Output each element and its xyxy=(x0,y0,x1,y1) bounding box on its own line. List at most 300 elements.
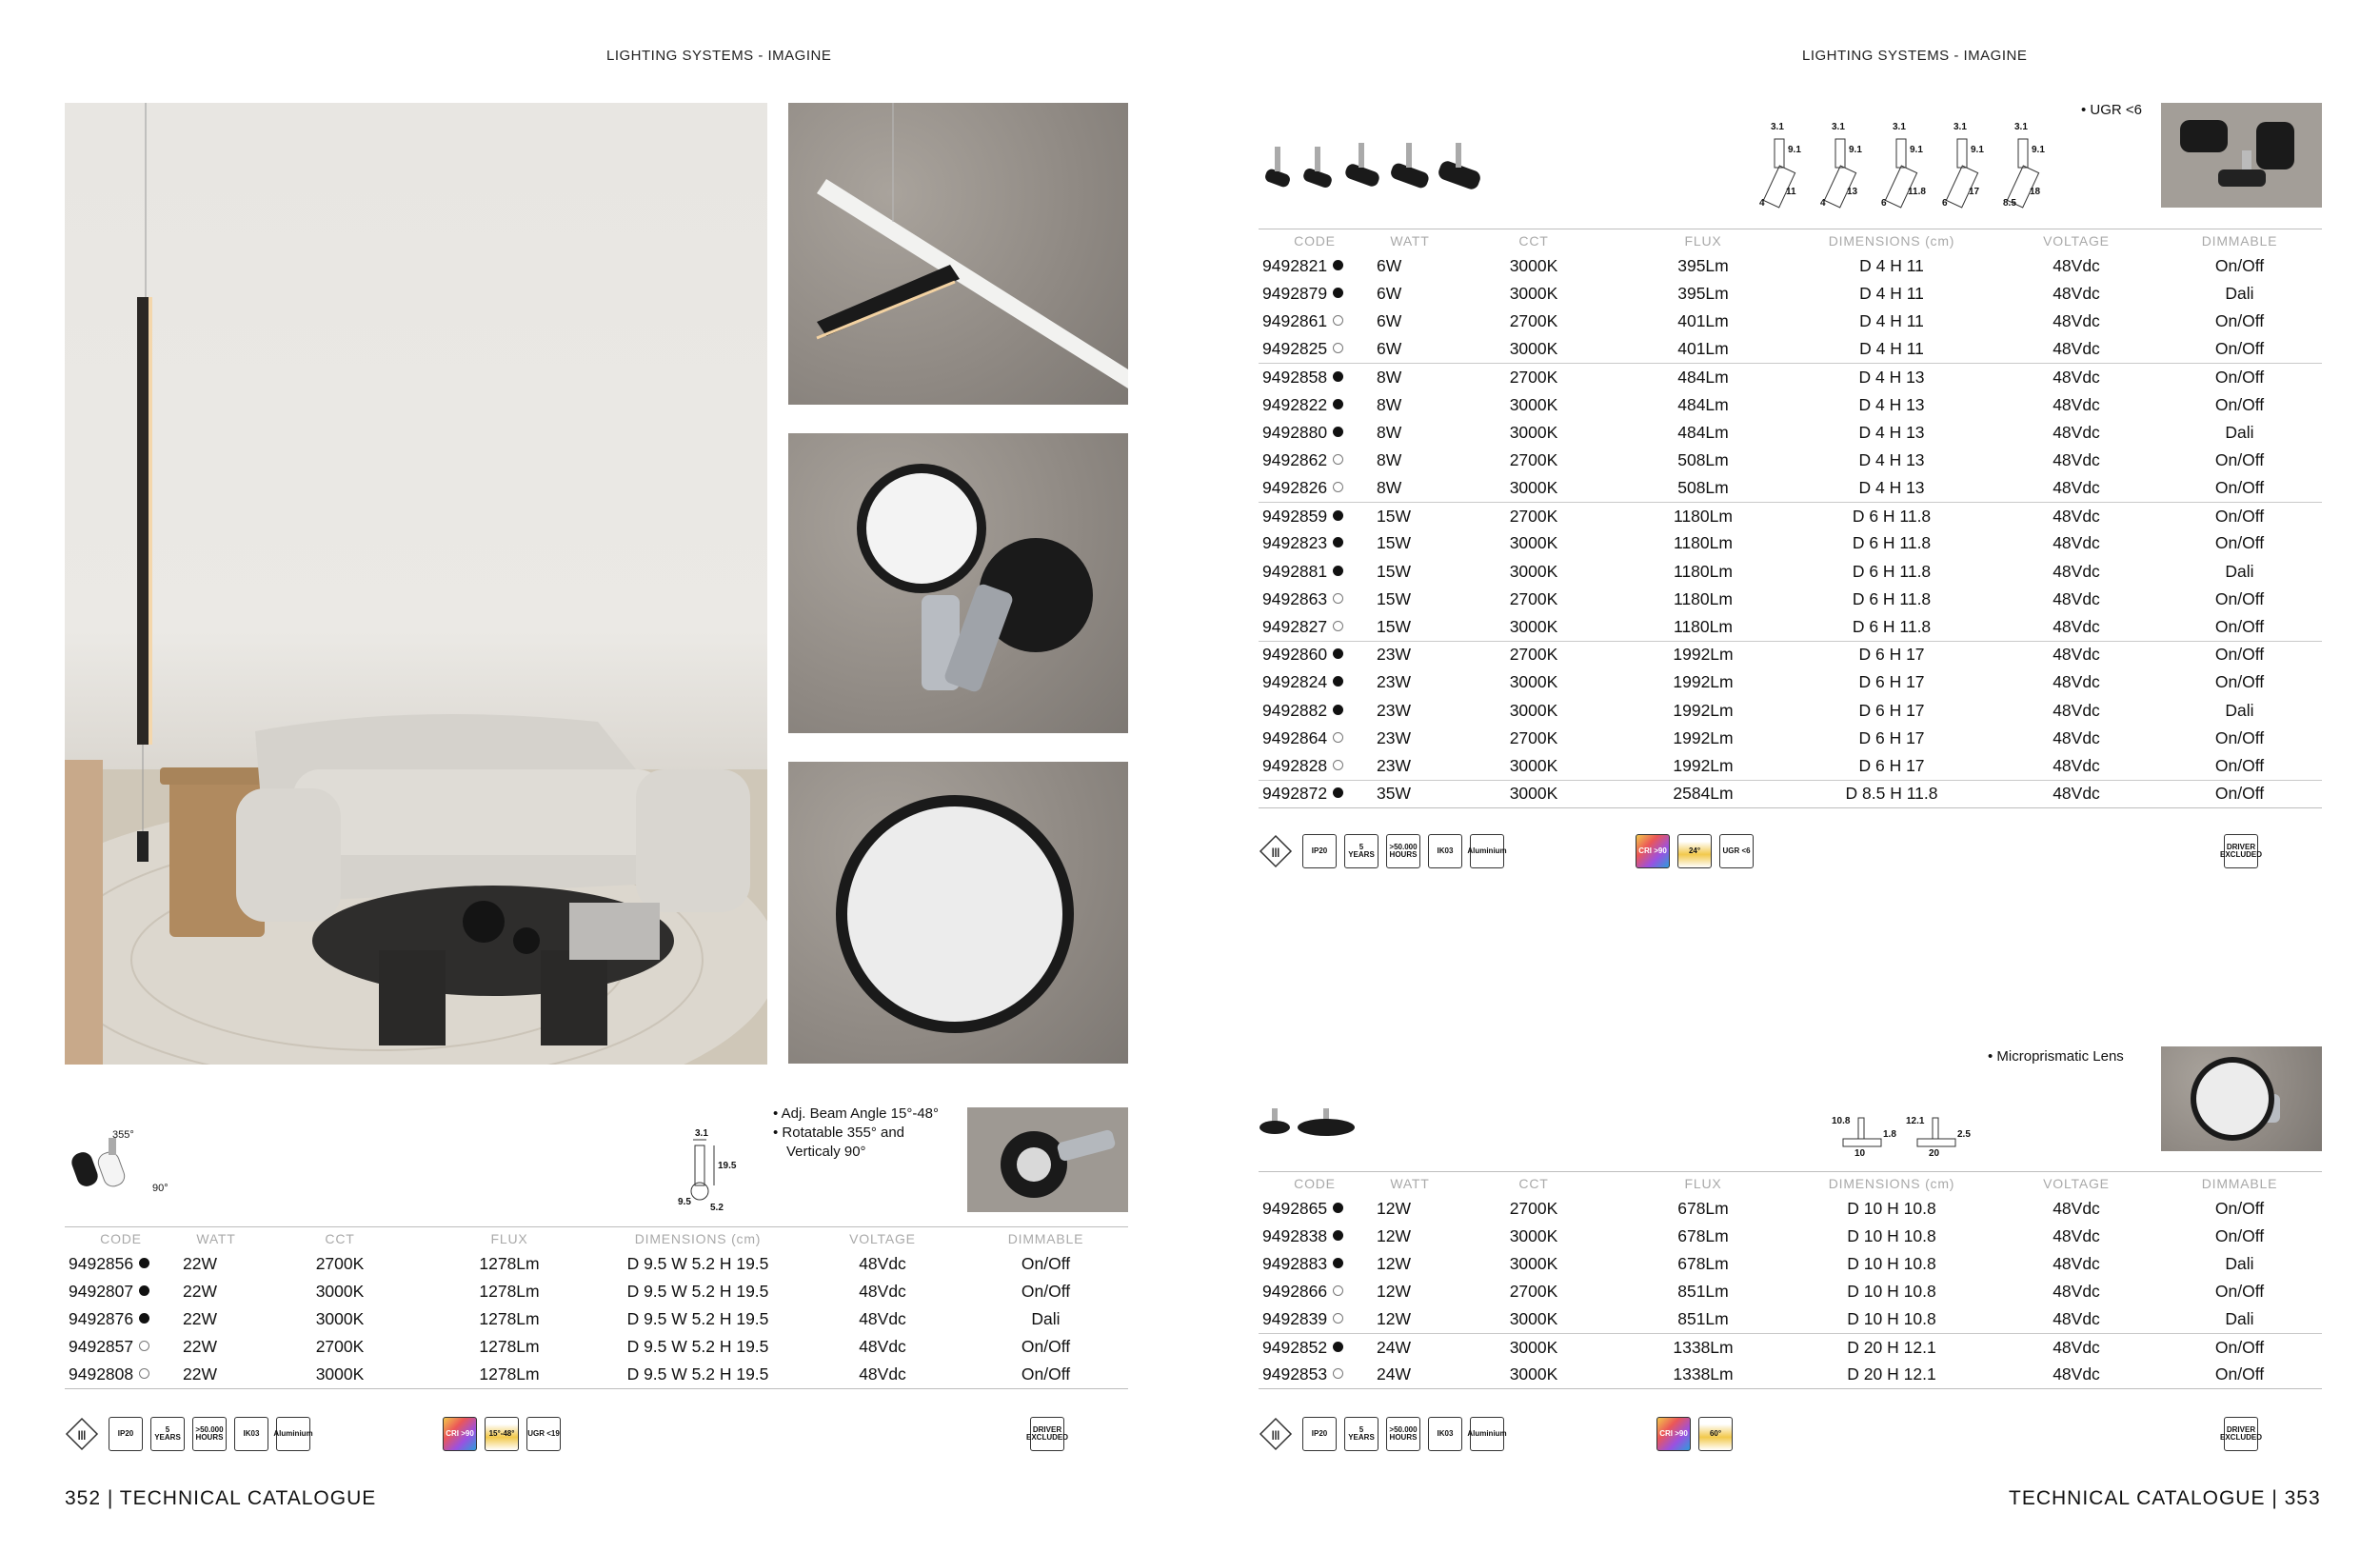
table-row xyxy=(1259,1362,2322,1389)
icon-label: >50.000 HOURS xyxy=(1389,843,1418,859)
flux-cell: 484Lm xyxy=(1677,394,1729,414)
icon-label: Aluminium xyxy=(273,1429,313,1438)
dim-length: 11.8 xyxy=(1908,187,1926,197)
flux-cell: 851Lm xyxy=(1677,1282,1729,1302)
code-cell xyxy=(65,1333,177,1361)
dimmable-cell: On/Off xyxy=(1021,1337,1071,1357)
column-header: DIMMABLE xyxy=(2157,1172,2322,1195)
flux-cell: 395Lm xyxy=(1677,255,1729,275)
beam-angle-icon xyxy=(485,1417,519,1451)
icon-label: CRI >90 xyxy=(1638,846,1667,855)
dimension-drawing xyxy=(1832,1112,1898,1160)
column-header: DIMMABLE xyxy=(2157,229,2322,252)
product-code: 9492808 xyxy=(69,1364,134,1384)
product-code: 9492828 xyxy=(1262,755,1328,775)
dimension-drawing xyxy=(1942,118,1990,213)
voltage-cell: 48Vdc xyxy=(1995,363,2157,390)
page-footer-right: TECHNICAL CATALOGUE | 353 xyxy=(2009,1487,2321,1509)
dimension-drawing xyxy=(1820,118,1868,213)
icon-label: Aluminium xyxy=(1467,1429,1507,1438)
white-finish-icon xyxy=(1333,621,1343,631)
cct-cell: 3000K xyxy=(1509,616,1558,636)
dim-diameter: 4 xyxy=(1820,198,1826,209)
dimensions-cell: D 10 H 10.8 xyxy=(1847,1309,1936,1329)
code-cell xyxy=(65,1278,177,1305)
left-dimension-drawing xyxy=(676,1128,737,1214)
beam-angle-icon xyxy=(1677,834,1712,868)
dim-width: 3.1 xyxy=(1771,122,1784,132)
watt-cell: 6W xyxy=(1377,310,1402,330)
left-spec-table xyxy=(65,1226,1128,1389)
lifetime-icon xyxy=(192,1417,227,1451)
column-header: CCT xyxy=(1449,1172,1618,1195)
column-header: CODE xyxy=(65,1227,177,1250)
column-header: DIMMABLE xyxy=(963,1227,1128,1250)
linear-pendant-photo xyxy=(788,103,1128,405)
dim-height: 9.1 xyxy=(2032,145,2045,155)
dimmable-cell: On/Off xyxy=(2214,533,2265,553)
feature-beam-angle: Adj. Beam Angle 15°-48° xyxy=(781,1105,940,1122)
watt-cell: 6W xyxy=(1377,255,1402,275)
dimmable-cell: Dali xyxy=(2225,1309,2254,1329)
icon-label: IK03 xyxy=(1437,846,1454,855)
icon-label: 60° xyxy=(1709,1429,1722,1438)
dimmable-cell: On/Off xyxy=(2214,394,2265,414)
product-code: 9492876 xyxy=(69,1308,134,1328)
table-row xyxy=(1259,697,2322,725)
dimmable-cell: On/Off xyxy=(2214,255,2265,275)
dimmable-cell: On/Off xyxy=(2214,616,2265,636)
cct-cell: 2700K xyxy=(1449,502,1618,529)
product-code: 9492807 xyxy=(69,1281,134,1301)
flux-cell: 508Lm xyxy=(1677,449,1729,469)
flux-cell: 1278Lm xyxy=(479,1308,540,1328)
dim-diameter: 10 xyxy=(1854,1148,1866,1159)
table-row xyxy=(1259,586,2322,613)
code-cell xyxy=(1259,1195,1371,1223)
watt-cell: 23W xyxy=(1377,672,1411,692)
watt-cell: 8W xyxy=(1377,422,1402,442)
dimensions-cell: D 9.5 W 5.2 H 19.5 xyxy=(626,1281,769,1301)
icon-label: >50.000 HOURS xyxy=(1389,1425,1418,1442)
flux-cell: 2584Lm xyxy=(1618,780,1788,807)
table-row xyxy=(1259,1305,2322,1333)
table-row xyxy=(1259,363,2322,390)
column-header: WATT xyxy=(177,1227,255,1250)
top-spec-table xyxy=(1259,229,2322,808)
product-code: 9492823 xyxy=(1262,533,1328,553)
column-header: VOLTAGE xyxy=(802,1227,963,1250)
column-header: FLUX xyxy=(1618,1172,1788,1195)
column-header: FLUX xyxy=(425,1227,594,1250)
flux-cell: 1278Lm xyxy=(479,1281,540,1301)
column-header: CCT xyxy=(255,1227,425,1250)
dimensions-cell: D 6 H 17 xyxy=(1858,700,1925,720)
dimmable-cell: On/Off xyxy=(2214,1198,2265,1218)
voltage-cell: 48Vdc xyxy=(2053,394,2100,414)
dimensions-cell: D 4 H 13 xyxy=(1858,422,1925,442)
dimensions-cell: D 9.5 W 5.2 H 19.5 xyxy=(626,1308,769,1328)
dim-diameter: 20 xyxy=(1929,1148,1940,1159)
cct-cell: 3000K xyxy=(1509,394,1558,414)
table-row xyxy=(65,1250,1128,1278)
disc-spot-photo-1 xyxy=(788,433,1128,733)
dimmable-cell: On/Off xyxy=(1021,1281,1071,1301)
watt-cell: 12W xyxy=(1377,1309,1411,1329)
code-cell xyxy=(1259,1278,1371,1305)
flux-cell: 851Lm xyxy=(1677,1309,1729,1329)
product-code: 9492866 xyxy=(1262,1282,1328,1302)
code-cell xyxy=(1259,780,1371,807)
dimmable-cell: On/Off xyxy=(2214,449,2265,469)
feature-ugr: UGR <6 xyxy=(2090,102,2143,118)
black-finish-icon xyxy=(1333,371,1343,382)
icon-label: 5 YEARS xyxy=(154,1425,181,1442)
cct-cell: 3000K xyxy=(1449,1362,1618,1389)
product-code: 9492864 xyxy=(1262,727,1328,747)
icon-label: 5 YEARS xyxy=(1348,1425,1375,1442)
voltage-cell: 48Vdc xyxy=(2053,755,2100,775)
dimmable-cell: On/Off xyxy=(2214,588,2265,608)
dimensions-cell: D 6 H 11.8 xyxy=(1852,561,1932,581)
table-row xyxy=(1259,1195,2322,1223)
column-header: DIMENSIONS (cm) xyxy=(1788,1172,1995,1195)
icon-label: CRI >90 xyxy=(446,1429,474,1438)
product-code: 9492852 xyxy=(1262,1337,1328,1357)
code-cell xyxy=(1259,725,1371,752)
dim-height: 9.1 xyxy=(1971,145,1984,155)
dimensions-cell: D 10 H 10.8 xyxy=(1847,1282,1936,1302)
dimensions-cell: D 8.5 H 11.8 xyxy=(1788,780,1995,807)
lifetime-icon xyxy=(1386,1417,1420,1451)
dimmable-cell: On/Off xyxy=(2157,363,2322,390)
cct-cell: 3000K xyxy=(1509,755,1558,775)
watt-cell: 15W xyxy=(1377,616,1411,636)
watt-cell: 15W xyxy=(1377,533,1411,553)
voltage-cell: 48Vdc xyxy=(2053,1309,2100,1329)
dimmable-cell: Dali xyxy=(2225,561,2254,581)
table-row xyxy=(1259,725,2322,752)
cct-cell: 2700K xyxy=(1509,1282,1558,1302)
cct-cell: 3000K xyxy=(255,1361,425,1388)
flux-cell: 1180Lm xyxy=(1674,588,1733,608)
white-finish-icon xyxy=(1333,593,1343,604)
warranty-icon xyxy=(1344,1417,1378,1451)
code-cell xyxy=(1259,308,1371,335)
watt-cell: 22W xyxy=(177,1361,255,1388)
white-finish-icon xyxy=(1333,454,1343,465)
cri-icon xyxy=(443,1417,477,1451)
dimensions-cell: D 4 H 11 xyxy=(1859,255,1924,275)
watt-cell: 12W xyxy=(1377,1253,1411,1273)
feature-vertical: Verticaly 90° xyxy=(786,1144,866,1160)
voltage-cell: 48Vdc xyxy=(2053,449,2100,469)
bottom-spec-table xyxy=(1259,1171,2322,1389)
cct-cell: 3000K xyxy=(1509,255,1558,275)
black-finish-icon xyxy=(1333,787,1343,798)
flux-cell: 401Lm xyxy=(1677,338,1729,358)
flux-cell: 1180Lm xyxy=(1674,616,1733,636)
watt-cell: 24W xyxy=(1371,1362,1449,1389)
cct-cell: 3000K xyxy=(1509,561,1558,581)
feature-lens: Microprismatic Lens xyxy=(1996,1048,2124,1065)
product-code: 9492827 xyxy=(1262,616,1328,636)
black-finish-icon xyxy=(1333,648,1343,659)
dimensions-cell: D 4 H 13 xyxy=(1858,477,1925,497)
ip20-icon xyxy=(1302,834,1337,868)
dimensions-cell: D 20 H 12.1 xyxy=(1788,1333,1995,1361)
icon-label: >50.000 HOURS xyxy=(195,1425,224,1442)
dimmable-cell: On/Off xyxy=(2157,641,2322,668)
beam-angle-icon xyxy=(1698,1417,1733,1451)
cct-cell: 2700K xyxy=(315,1337,365,1357)
aluminium-icon xyxy=(1467,834,1507,868)
column-header: DIMENSIONS (cm) xyxy=(1788,229,1995,252)
dim-diameter: 4 xyxy=(1759,198,1765,209)
dimensions-cell: D 6 H 17 xyxy=(1858,755,1925,775)
black-finish-icon xyxy=(1333,510,1343,521)
dimmable-cell: On/Off xyxy=(2157,502,2322,529)
table-row xyxy=(65,1278,1128,1305)
table-row xyxy=(1259,419,2322,447)
flux-cell: 1992Lm xyxy=(1618,641,1788,668)
voltage-cell: 48Vdc xyxy=(1995,1333,2157,1361)
black-finish-icon xyxy=(1333,705,1343,715)
cct-cell: 3000K xyxy=(1509,533,1558,553)
flux-cell: 678Lm xyxy=(1677,1253,1729,1273)
voltage-cell: 48Vdc xyxy=(2053,700,2100,720)
product-code: 9492863 xyxy=(1262,588,1328,608)
code-cell xyxy=(1259,1362,1371,1389)
table-row xyxy=(65,1305,1128,1333)
watt-cell: 22W xyxy=(183,1337,217,1357)
code-cell xyxy=(1259,280,1371,308)
dim-depth: 5.2 xyxy=(710,1203,724,1213)
watt-cell: 12W xyxy=(1377,1198,1411,1218)
black-finish-icon xyxy=(1333,427,1343,437)
product-code: 9492860 xyxy=(1262,645,1328,665)
flux-cell: 1278Lm xyxy=(425,1361,594,1388)
table-row xyxy=(1259,335,2322,363)
watt-cell: 6W xyxy=(1377,283,1402,303)
code-cell xyxy=(1259,1333,1371,1361)
product-code: 9492857 xyxy=(69,1337,134,1357)
dimensions-cell: D 6 H 17 xyxy=(1788,641,1995,668)
dimensions-cell: D 9.5 W 5.2 H 19.5 xyxy=(626,1337,769,1357)
flux-cell: 1338Lm xyxy=(1618,1362,1788,1389)
voltage-cell: 48Vdc xyxy=(2053,561,2100,581)
ik03-icon xyxy=(1428,1417,1462,1451)
table-row xyxy=(1259,447,2322,474)
watt-cell: 24W xyxy=(1371,1333,1449,1361)
dim-height: 19.5 xyxy=(718,1161,737,1171)
code-cell xyxy=(1259,613,1371,641)
class-iii-icon xyxy=(1259,1417,1293,1451)
watt-cell: 12W xyxy=(1377,1282,1411,1302)
dimensions-cell: D 9.5 W 5.2 H 19.5 xyxy=(626,1253,769,1273)
dimmable-cell: Dali xyxy=(1031,1308,1061,1328)
code-cell xyxy=(1259,529,1371,557)
black-finish-icon xyxy=(139,1313,149,1324)
cct-cell: 3000K xyxy=(1509,422,1558,442)
white-finish-icon xyxy=(1333,315,1343,326)
dimensions-cell: D 9.5 W 5.2 H 19.5 xyxy=(594,1361,802,1388)
driver-excluded-icon xyxy=(2220,1417,2263,1451)
cct-cell: 3000K xyxy=(1449,780,1618,807)
icon-label: Aluminium xyxy=(1467,846,1507,855)
dimensions-cell: D 6 H 11.8 xyxy=(1852,616,1932,636)
table-row xyxy=(1259,1333,2322,1361)
flux-cell: 1992Lm xyxy=(1673,755,1734,775)
cct-cell: 3000K xyxy=(1509,338,1558,358)
dim-width: 3.1 xyxy=(695,1128,708,1139)
voltage-cell: 48Vdc xyxy=(802,1361,963,1388)
code-cell xyxy=(1259,502,1371,529)
product-code: 9492822 xyxy=(1262,394,1328,414)
ik03-icon xyxy=(1428,834,1462,868)
left-product-drawing xyxy=(65,1128,155,1205)
page-header-right: LIGHTING SYSTEMS - IMAGINE xyxy=(1802,48,2028,64)
black-finish-icon xyxy=(1333,1230,1343,1241)
icon-label: DRIVER EXCLUDED xyxy=(2220,1425,2263,1442)
dimmable-cell: On/Off xyxy=(2214,672,2265,692)
watt-cell: 15W xyxy=(1377,561,1411,581)
voltage-cell: 48Vdc xyxy=(2053,672,2100,692)
product-code: 9492858 xyxy=(1262,367,1328,387)
lifetime-icon xyxy=(1386,834,1420,868)
cri-icon xyxy=(1636,834,1670,868)
ip20-icon xyxy=(109,1417,143,1451)
cct-cell: 2700K xyxy=(1509,1198,1558,1218)
dimensions-cell: D 4 H 13 xyxy=(1788,363,1995,390)
voltage-cell: 48Vdc xyxy=(859,1281,906,1301)
voltage-cell: 48Vdc xyxy=(859,1308,906,1328)
dimensions-cell: D 6 H 11.8 xyxy=(1788,502,1995,529)
white-finish-icon xyxy=(1333,1368,1343,1379)
table-row xyxy=(1259,641,2322,668)
cct-cell: 3000K xyxy=(1509,672,1558,692)
table-row xyxy=(1259,529,2322,557)
product-code: 9492821 xyxy=(1262,255,1328,275)
black-finish-icon xyxy=(1333,1342,1343,1352)
column-header: CCT xyxy=(1449,229,1618,252)
rotation-angle-355: 355° xyxy=(112,1129,134,1141)
dimmable-cell: Dali xyxy=(2225,422,2254,442)
cct-cell: 3000K xyxy=(1509,1309,1558,1329)
dim-diameter: 6 xyxy=(1942,198,1948,209)
black-finish-icon xyxy=(1333,260,1343,270)
dimmable-cell: On/Off xyxy=(2214,1225,2265,1245)
code-cell xyxy=(1259,668,1371,696)
flux-cell: 1180Lm xyxy=(1618,502,1788,529)
product-code: 9492859 xyxy=(1262,506,1328,526)
watt-cell: 23W xyxy=(1377,700,1411,720)
black-finish-icon xyxy=(1333,566,1343,576)
code-cell xyxy=(1259,586,1371,613)
product-code: 9492862 xyxy=(1262,449,1328,469)
icon-label: IP20 xyxy=(1311,846,1328,855)
table-row xyxy=(65,1361,1128,1388)
code-cell xyxy=(1259,447,1371,474)
class-iii-icon xyxy=(65,1417,99,1451)
column-header: DIMENSIONS (cm) xyxy=(594,1227,802,1250)
voltage-cell: 48Vdc xyxy=(2053,255,2100,275)
column-header: WATT xyxy=(1371,1172,1449,1195)
cct-cell: 3000K xyxy=(1509,700,1558,720)
icon-label: 24° xyxy=(1688,846,1701,855)
dimensions-cell: D 4 H 13 xyxy=(1858,394,1925,414)
dim-height: 9.1 xyxy=(1910,145,1923,155)
class-iii-icon xyxy=(1259,834,1293,868)
left-product-features: • Adj. Beam Angle 15°-48° • Rotatable 355° and Verticaly 90° xyxy=(773,1105,940,1160)
rotation-angle-90: 90° xyxy=(152,1183,169,1194)
icon-label: IK03 xyxy=(1437,1429,1454,1438)
dimension-drawing xyxy=(1881,118,1929,213)
voltage-cell: 48Vdc xyxy=(1995,641,2157,668)
table-row xyxy=(1259,502,2322,529)
dimmable-cell: On/Off xyxy=(2214,755,2265,775)
product-code: 9492826 xyxy=(1262,477,1328,497)
warranty-icon xyxy=(150,1417,185,1451)
icon-label: IK03 xyxy=(243,1429,260,1438)
dim-diameter: 6 xyxy=(1881,198,1887,209)
dimmable-cell: On/Off xyxy=(2214,338,2265,358)
cct-cell: 3000K xyxy=(315,1281,365,1301)
table-row xyxy=(1259,308,2322,335)
svg-text:|||: ||| xyxy=(1271,1430,1280,1441)
dim-height: 9.1 xyxy=(1788,145,1801,155)
flux-cell: 678Lm xyxy=(1677,1198,1729,1218)
dim-height: 9.1 xyxy=(1849,145,1862,155)
product-code: 9492879 xyxy=(1262,283,1328,303)
table-row xyxy=(1259,280,2322,308)
dim-length: 18 xyxy=(2030,187,2041,197)
table-row xyxy=(1259,390,2322,418)
product-code: 9492880 xyxy=(1262,422,1328,442)
code-cell xyxy=(1259,390,1371,418)
aluminium-icon xyxy=(1467,1417,1507,1451)
code-cell xyxy=(1259,363,1371,390)
white-finish-icon xyxy=(1333,1313,1343,1324)
bottom-product-features: • Microprismatic Lens xyxy=(1988,1048,2124,1065)
icon-label: IP20 xyxy=(117,1429,134,1438)
product-code: 9492861 xyxy=(1262,310,1328,330)
dimension-drawing xyxy=(1759,118,1807,213)
dimension-drawing xyxy=(2003,118,2051,213)
dim-length: 17 xyxy=(1969,187,1980,197)
dim-width: 3.1 xyxy=(1832,122,1845,132)
left-product-thumbnail xyxy=(967,1107,1128,1212)
flux-cell: 484Lm xyxy=(1618,363,1788,390)
driver-excluded-icon xyxy=(1026,1417,1069,1451)
voltage-cell: 48Vdc xyxy=(2053,1282,2100,1302)
product-code: 9492825 xyxy=(1262,338,1328,358)
icon-label: UGR <19 xyxy=(527,1429,560,1438)
flux-cell: 678Lm xyxy=(1677,1225,1729,1245)
voltage-cell: 48Vdc xyxy=(2053,588,2100,608)
column-header: WATT xyxy=(1371,229,1449,252)
dim-height: 12.1 xyxy=(1906,1116,1925,1126)
table-row xyxy=(1259,558,2322,586)
svg-text:|||: ||| xyxy=(1271,847,1280,858)
code-cell xyxy=(1259,335,1371,363)
cct-cell: 2700K xyxy=(1449,641,1618,668)
dim-length: 13 xyxy=(1847,187,1858,197)
product-code: 9492883 xyxy=(1262,1253,1328,1273)
voltage-cell: 48Vdc xyxy=(2053,727,2100,747)
white-finish-icon xyxy=(1333,760,1343,770)
code-cell xyxy=(1259,1223,1371,1250)
